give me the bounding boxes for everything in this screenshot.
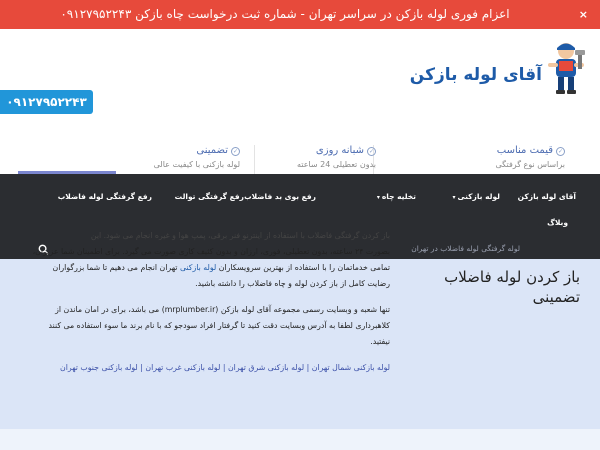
link-north-tehran[interactable]: لوله بازکنی شمال تهران — [311, 363, 390, 372]
link-east-tehran[interactable]: لوله بازکنی شرق تهران — [227, 363, 305, 372]
logo-text: آقای لوله بازکن — [409, 65, 542, 85]
announcement-text: اعزام فوری لوله بازکن در سراسر تهران - شماره ثبت درخواست چاه بازکن ۰۹۱۲۷۹۵۲۲۴۳ — [60, 7, 510, 21]
article-paragraph-2: تنها شعبه و وبسایت رسمی مجموعه آقای لوله بازکن (mrplumber.ir) می باشد، برای در امان ماندن از کلاهبرداری لطفا به آدرس وبسایت دقت کنید تا گرفتار افراد سودجو که با نام برند ما سوء استفاده می کنند نیفتید. — [48, 305, 390, 346]
feature-guarantee: ✓تضمینی لوله بازکنی با کیفیت عالی — [153, 145, 240, 169]
plumber-mascot-icon — [544, 39, 588, 95]
nav-item-sewer-pipe-clog[interactable]: رفع گرفتگی لوله فاضلاب — [57, 192, 152, 201]
nav-item-home[interactable]: آقای لوله بازکن — [517, 192, 576, 201]
link-west-tehran[interactable]: لوله بازکنی غرب تهران — [145, 363, 221, 372]
nav-item-well-draining[interactable]: تخلیه چاه▾ — [376, 192, 416, 201]
nav-item-sewer-odor[interactable]: رفع بوی بد فاضلاب — [244, 192, 316, 201]
pipe-unblocking-link[interactable]: لوله بازکنی — [179, 263, 217, 272]
article-overlap-line: باز کردن گرفتگی فاضلاب با استفاده از اینترنو فنر برقی، پمپ هوا و غیره انجام می شود. این — [90, 231, 390, 240]
breadcrumb[interactable]: لوله گرفتگی لوله فاضلاب در تهران — [411, 244, 520, 253]
check-circle-icon: ✓ — [557, 148, 564, 155]
close-icon[interactable]: × — [578, 8, 588, 21]
nav-item-blog[interactable]: وبلاگ — [547, 218, 568, 227]
announcement-bar — [0, 0, 600, 29]
site-header — [0, 29, 600, 174]
nav-item-pipe-unblocking[interactable]: لوله بازکنی▾ — [452, 192, 500, 201]
article-paragraph-1: باز کردن گرفتگی فاضلاب با استفاده از اینترنو فنر برقی، پمپ هوا و غیره انجام می شود. این بصورت ۲۴ ساعته، بدون تعطیلی، فوری، ارزان و بدون کثیف کاری صورت می گیرد. برای اطمینان شما عزیزان، تمامی خدماتمان را با استفاده از بهترین سرویسکاران لوله بازکنی تهران انجام می دهیم تا شما بزرگواران رضایت کامل از باز کردن لوله و چاه فاضلاب را داشته باشید. — [32, 231, 390, 288]
page-title: باز کردن لوله فاضلاب تضمینی — [444, 268, 580, 306]
feature-price: ✓قیمت مناسب براساس نوع گرفتگی — [495, 145, 565, 169]
link-south-tehran[interactable]: لوله بازکنی جنوب تهران — [60, 363, 138, 372]
feature-24h: ✓شبانه روزی بدون تعطیلی 24 ساعته — [297, 145, 376, 169]
feature-divider — [254, 145, 255, 175]
footer-band — [0, 429, 600, 450]
chevron-down-icon: ▾ — [376, 194, 380, 201]
chevron-down-icon: ▾ — [452, 194, 456, 201]
check-circle-icon: ✓ — [232, 148, 239, 155]
area-links: لوله بازکنی شمال تهران | لوله بازکنی شرق تهران | لوله بازکنی غرب تهران | لوله بازکنی جنوب تهران — [60, 363, 390, 372]
check-circle-icon: ✓ — [368, 148, 375, 155]
nav-item-toilet-clog[interactable]: رفع گرفتگی توالت — [174, 192, 244, 201]
article-body — [28, 228, 390, 386]
site-logo[interactable] — [409, 39, 588, 99]
phone-button[interactable]: ۰۹۱۲۷۹۵۲۲۴۳ — [0, 90, 93, 114]
